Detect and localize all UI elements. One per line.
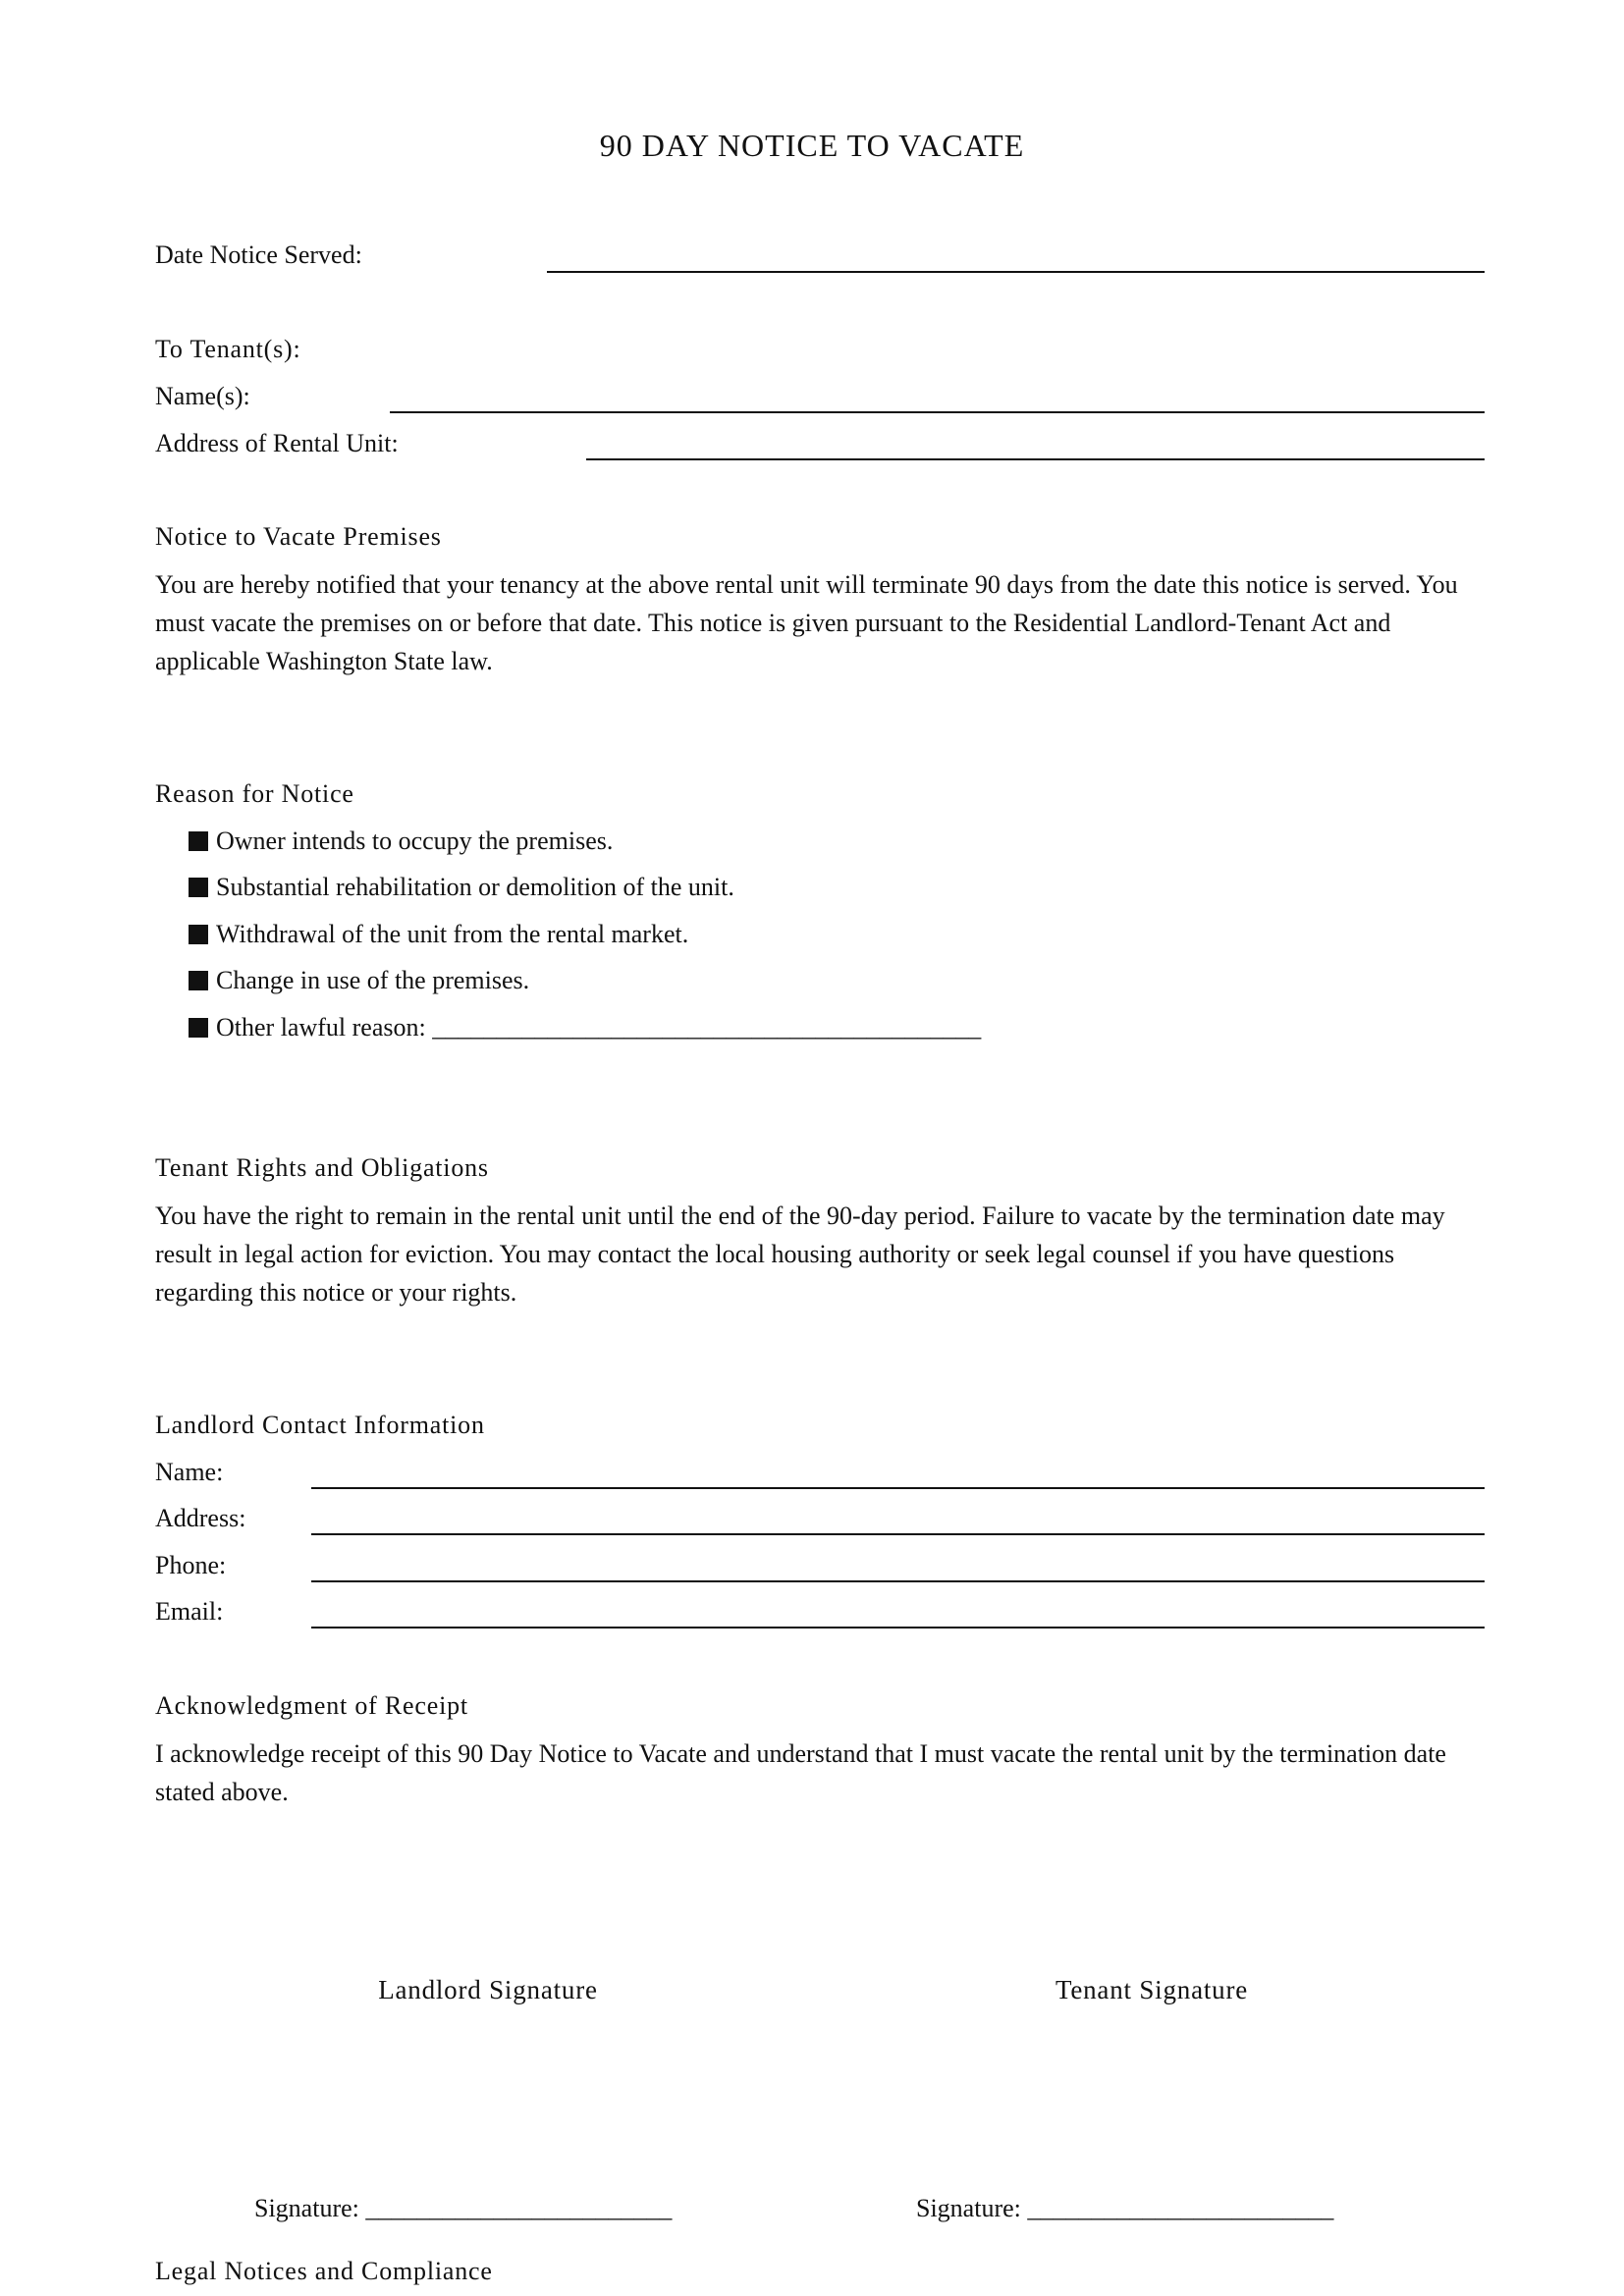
reason-item-label: Owner intends to occupy the premises. — [216, 827, 614, 855]
landlord-signature-heading: Landlord Signature — [378, 1975, 598, 2004]
ack-heading: Acknowledgment of Receipt — [155, 1691, 468, 1720]
checkbox-icon[interactable] — [189, 925, 208, 944]
rental-address-field[interactable] — [586, 458, 1485, 460]
landlord-email-label: Email: — [155, 1597, 224, 1626]
reason-item-label: Other lawful reason: ___________________________________________ — [216, 1013, 982, 1041]
reason-item[interactable] — [189, 919, 688, 950]
landlord-address-label: Address: — [155, 1504, 246, 1532]
landlord-email-field[interactable] — [311, 1627, 1485, 1629]
reason-item-label: Withdrawal of the unit from the rental market. — [216, 920, 689, 948]
legal-notices-heading: Legal Notices and Compliance — [155, 2257, 493, 2285]
checkbox-icon[interactable] — [189, 878, 208, 897]
reason-item[interactable] — [189, 1012, 981, 1043]
reason-item[interactable] — [189, 826, 613, 857]
document-title: 90 DAY NOTICE TO VACATE — [599, 128, 1025, 163]
notice-heading: Notice to Vacate Premises — [155, 522, 442, 551]
reason-heading: Reason for Notice — [155, 779, 354, 808]
tenant-signature-heading: Tenant Signature — [1055, 1975, 1249, 2004]
landlord-contact-heading: Landlord Contact Information — [155, 1411, 485, 1439]
checkbox-icon[interactable] — [189, 831, 208, 851]
landlord-name-field[interactable] — [311, 1487, 1485, 1489]
tenant-names-field[interactable] — [390, 411, 1485, 413]
reason-item-label: Change in use of the premises. — [216, 966, 530, 994]
landlord-phone-label: Phone: — [155, 1551, 227, 1579]
reason-item[interactable] — [189, 965, 529, 996]
landlord-signature-line[interactable]: Signature: ________________________ — [254, 2194, 673, 2222]
tenant-signature-line[interactable]: Signature: ________________________ — [916, 2194, 1334, 2222]
notice-body: You are hereby notified that your tenancy at the above rental unit will terminate 90 days from the date this notice is served. You must vacate the premises on or before that date. This notice is given pursuant to the Residential Landlord-Tenant Act and applicable Washington State law. — [155, 570, 1458, 675]
reason-item-label: Substantial rehabilitation or demolition of the unit. — [216, 873, 734, 901]
to-tenants-label: To Tenant(s): — [155, 335, 301, 363]
landlord-name-label: Name: — [155, 1458, 224, 1486]
ack-body: I acknowledge receipt of this 90 Day Notice to Vacate and understand that I must vacate the rental unit by the termination date stated above. — [155, 1739, 1446, 1806]
date-served-field[interactable] — [547, 271, 1485, 273]
rights-heading: Tenant Rights and Obligations — [155, 1153, 489, 1182]
date-served-label: Date Notice Served: — [155, 240, 362, 269]
checkbox-icon[interactable] — [189, 1018, 208, 1038]
landlord-address-field[interactable] — [311, 1533, 1485, 1535]
rights-body: You have the right to remain in the rental unit until the end of the 90-day period. Failure to vacate by the termination date may result in legal action for eviction. You may contact the local housing authority or seek legal counsel if you have questions regarding this notice or your rights. — [155, 1201, 1445, 1307]
tenant-names-label: Name(s): — [155, 382, 250, 410]
checkbox-icon[interactable] — [189, 971, 208, 990]
rental-address-label: Address of Rental Unit: — [155, 429, 399, 457]
reason-item[interactable] — [189, 872, 734, 903]
landlord-phone-field[interactable] — [311, 1580, 1485, 1582]
